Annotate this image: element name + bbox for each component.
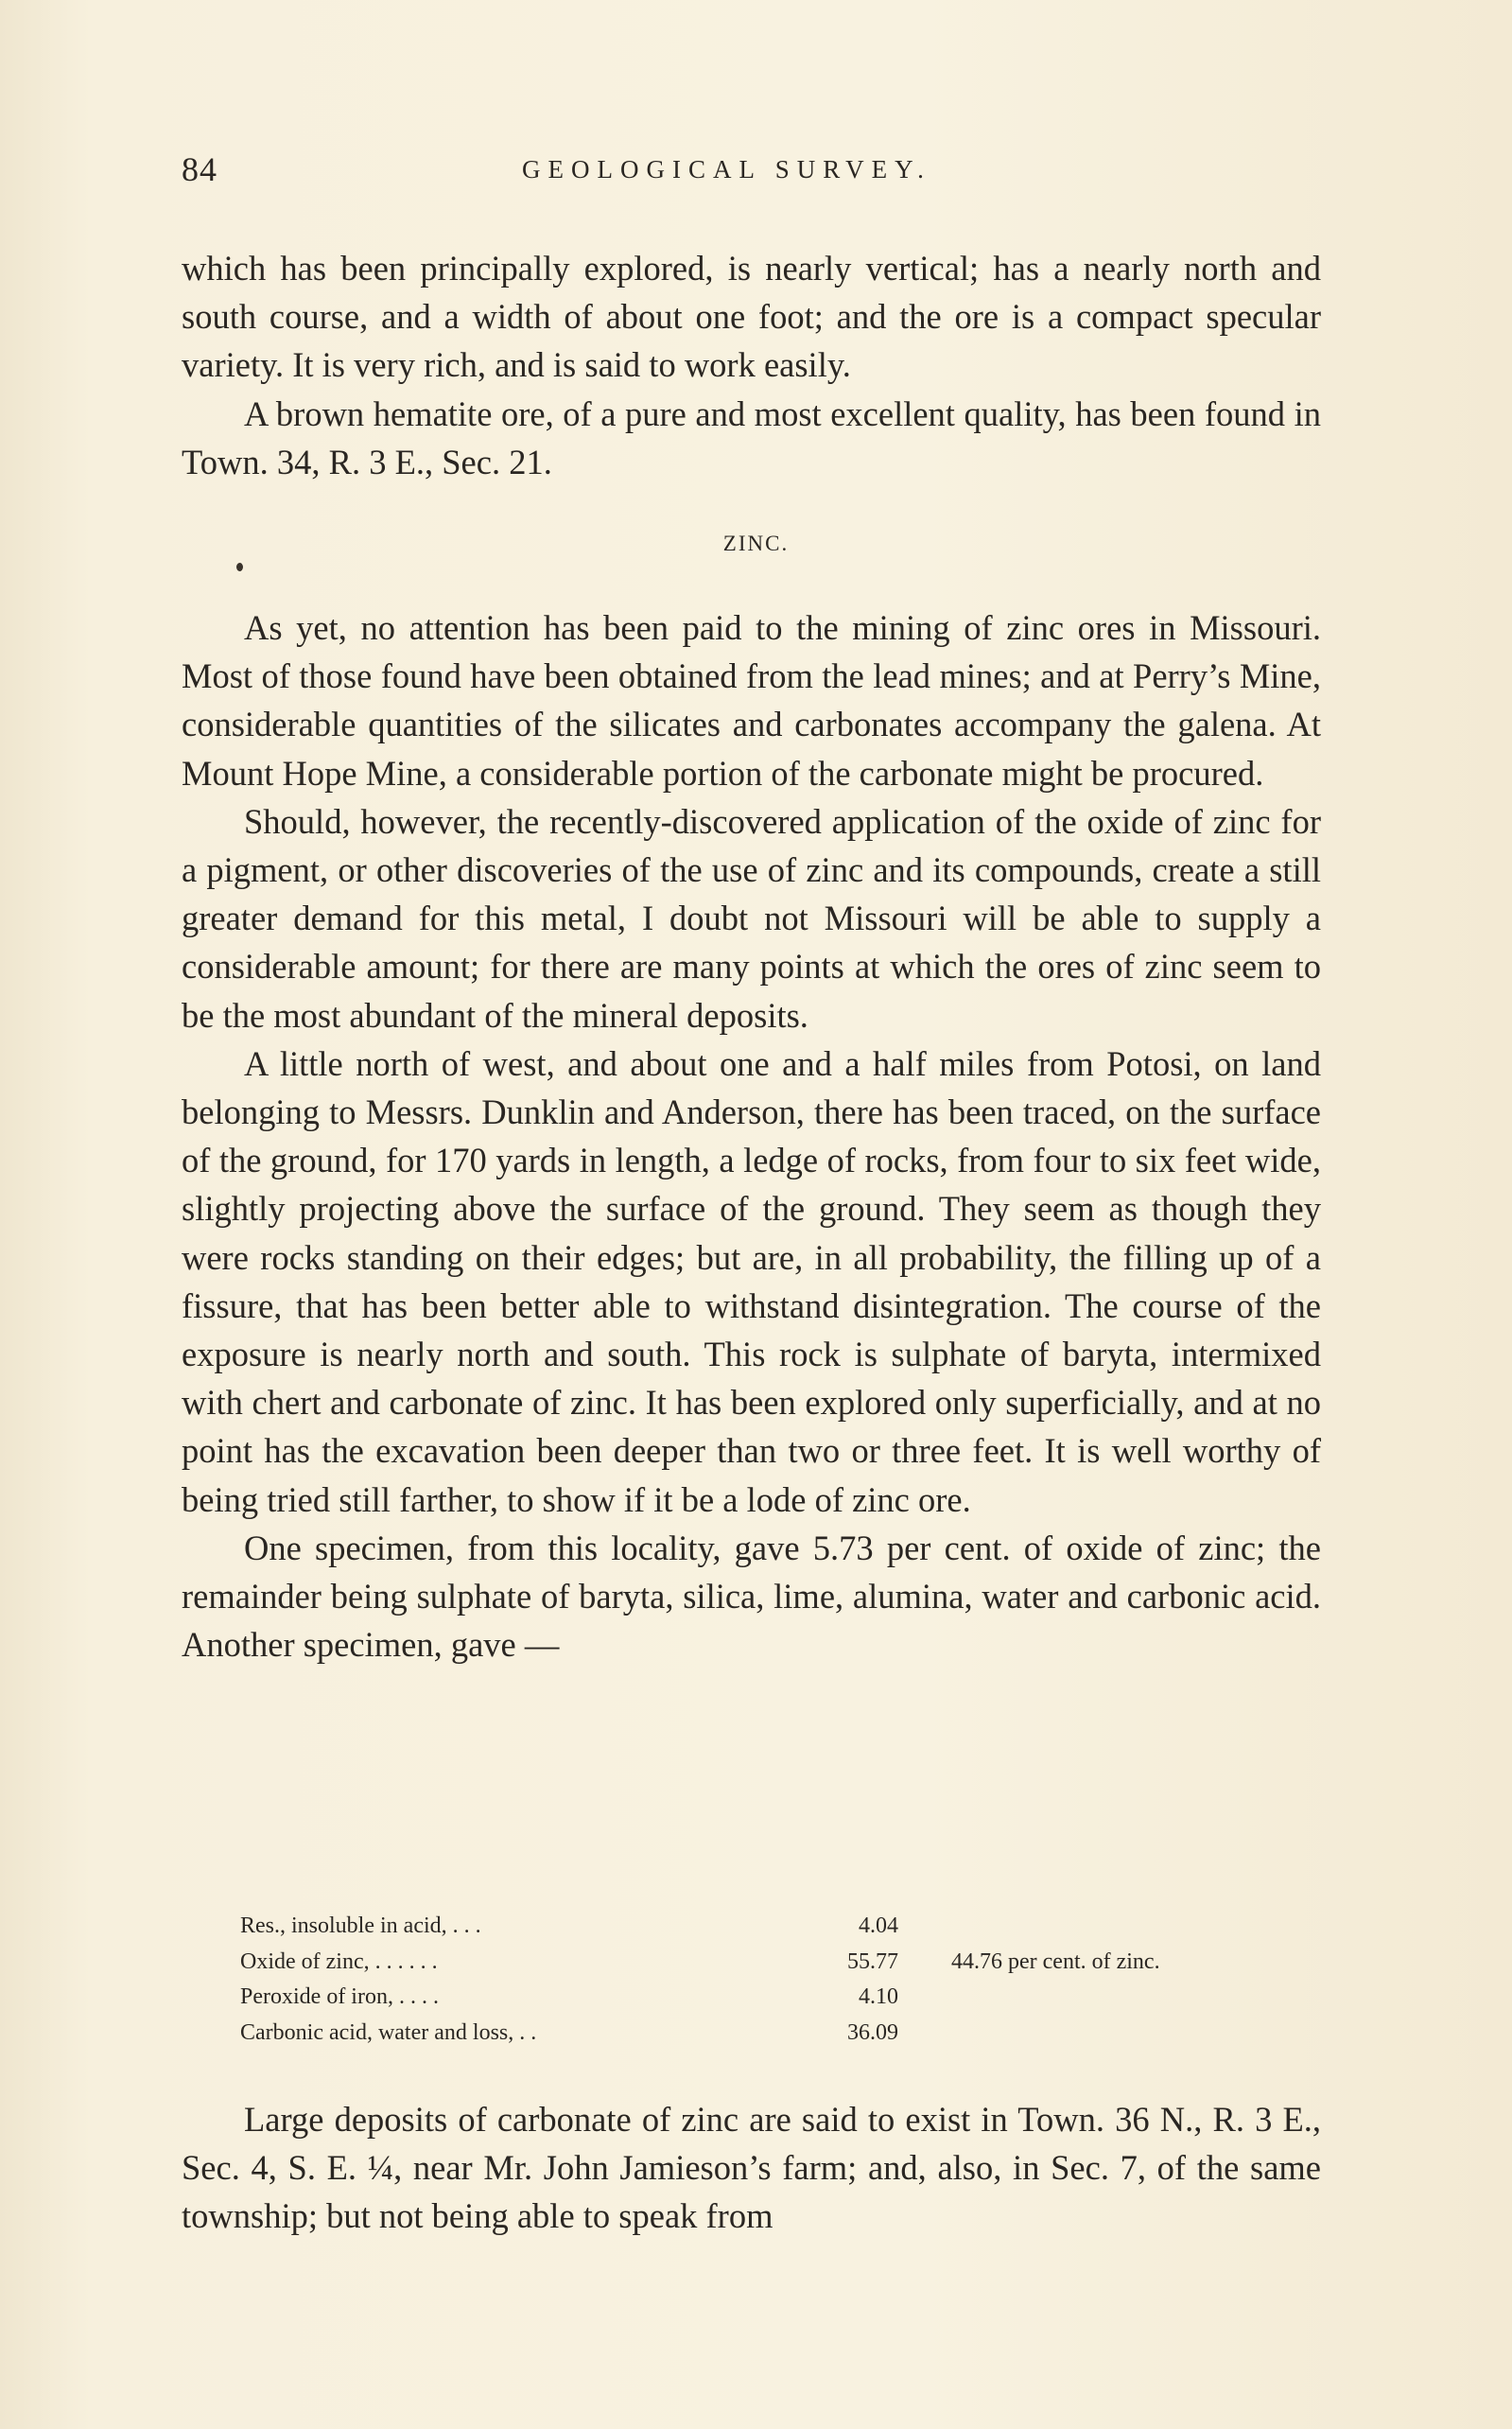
analysis-note: 44.76 per cent. of zinc. (951, 1948, 1160, 1974)
analysis-row (240, 1909, 1280, 1945)
analysis-row (240, 2016, 1280, 2052)
paragraph: A brown hematite ore, of a pure and most excellent quality, has been found in Town. 34, R. 3 E., Sec. 21. (182, 393, 1321, 481)
running-title: GEOLOGICAL SURVEY. (522, 155, 931, 183)
ink-speck (236, 563, 243, 571)
analysis-table (240, 1909, 1280, 2051)
paragraph: As yet, no attention has been paid to the mining of zinc ores in Missouri. Most of those found have been obtained from the lead mines; and at Perry’s Mine, considerable quantities of the silicates and carbonates accompany the galena. At Mount Hope Mine, a considerable portion of the carbonate might be procured. (182, 608, 1321, 793)
analysis-value: 4.10 (859, 1984, 898, 2009)
analysis-label: Oxide of zinc, . . . . . . (240, 1948, 438, 1974)
paragraph: which has been principally explored, is nearly vertical; has a nearly north and south course, and a width of about one foot; and the ore is a compact specular variety. It is very rich, and is said to work easily. (182, 249, 1321, 385)
analysis-value: 36.09 (847, 2019, 898, 2045)
closing-text (182, 2095, 1321, 2241)
paragraph: One specimen, from this locality, gave 5.73 per cent. of oxide of zinc; the remainder being sulphate of baryta, silica, lime, alumina, water and carbonic acid. Another specimen, gave — (182, 1528, 1321, 1665)
analysis-label: Peroxide of iron, . . . . (240, 1984, 439, 2009)
continuation-text (182, 244, 1321, 486)
analysis-value: 4.04 (859, 1913, 898, 1938)
analysis-label: Carbonic acid, water and loss, . . (240, 2019, 537, 2045)
section-heading: ZINC. (722, 532, 790, 555)
paragraph: Large deposits of carbonate of zinc are said to exist in Town. 36 N., R. 3 E., Sec. 4, S. E. ¼, near Mr. John Jamieson’s farm; and, also, in Sec. 7, of the same township; but not being able to speak from (182, 2100, 1321, 2236)
analysis-row (240, 1945, 1280, 1981)
zinc-section-text (182, 603, 1321, 1669)
page-number: 84 (182, 150, 217, 188)
analysis-row (240, 1980, 1280, 2016)
analysis-value: 55.77 (847, 1948, 898, 1974)
running-head (182, 149, 1316, 197)
analysis-label: Res., insoluble in acid, . . . (240, 1913, 481, 1938)
paragraph: A little north of west, and about one and a half miles from Potosi, on land belonging to Messrs. Dunklin and Anderson, there has been traced, on the surface of the ground, for 170 yards in length, a ledge of rocks, from four to six feet wide, slightly projecting above the surface of the ground. They seem as though they were rocks standing on their edges; but are, in all probability, the filling up of a fissure, that has been better able to withstand disintegration. The course of the exposure is nearly north and south. This rock is sulphate of baryta, intermixed with chert and carbonate of zinc. It has been explored only superficially, and at no point has the excavation been deeper than two or three feet. It is well worthy of being tried still farther, to show if it be a lode of zinc ore. (182, 1043, 1321, 1519)
paragraph: Should, however, the recently-discovered application of the oxide of zinc for a pigment, or other discoveries of the use of zinc and its compounds, create a still greater demand for this metal, I doubt not Missouri will be able to supply a considerable amount; for there are many points at which the ores of zinc seem to be the most abundant of the mineral deposits. (182, 801, 1321, 1035)
